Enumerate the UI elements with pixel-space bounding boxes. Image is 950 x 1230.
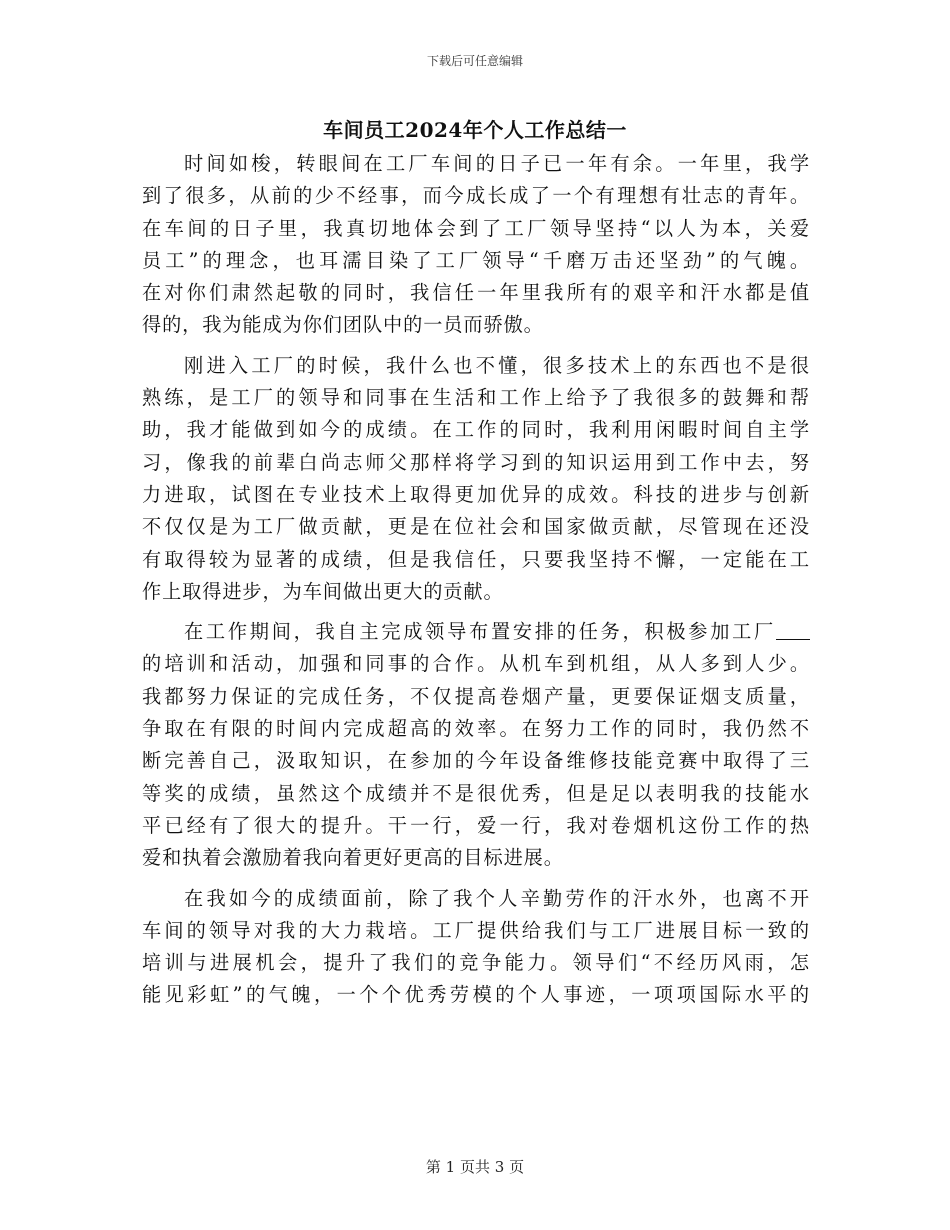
fill-in-blank (776, 621, 810, 640)
text-line: 到了很多，从前的少不经事，而今成长成了一个有理想有壮志的青年。 (142, 184, 810, 208)
text-line: 有取得较为显著的成绩，但是我信任，只要我坚持不懈，一定能在工 (142, 547, 810, 571)
text-line: 在我如今的成绩面前，除了我个人辛勤劳作的汗水外，也离不开 (184, 886, 810, 910)
text-line: 时间如梭，转眼间在工厂车间的日子已一年有余。一年里，我学 (184, 152, 810, 175)
text-line: 在工作期间，我自主完成领导布置安排的任务，积极参加工厂 (184, 620, 776, 644)
text-line: 习，像我的前辈白尚志师父那样将学习到的知识运用到工作中去，努 (142, 450, 810, 474)
text-line: 得的，我为能成为你们团队中的一员而骄傲。 (142, 313, 544, 337)
text-line: 的培训和活动，加强和同事的合作。从机车到机组，从人多到人少。 (142, 652, 810, 676)
text-line: 培训与进展机会，提升了我们的竞争能力。领导们“不经历风雨，怎 (142, 951, 810, 975)
text-line: 断完善自己，汲取知识，在参加的今年设备维修技能竞赛中取得了三 (142, 749, 810, 773)
page-header: 下载后可任意编辑 (426, 54, 523, 68)
text-line: 员工”的理念，也耳濡目染了工厂领导“千磨万击还坚劲”的气魄。 (142, 248, 810, 272)
text-line: 我都努力保证的完成任务，不仅提高卷烟产量，更要保证烟支质量， (142, 684, 810, 708)
text-line: 在对你们肃然起敬的同时，我信任一年里我所有的艰辛和汗水都是值 (142, 281, 810, 305)
text-line: 在车间的日子里，我真切地体会到了工厂领导坚持“以人为本，关爱 (142, 216, 810, 240)
text-line: 等奖的成绩，虽然这个成绩并不是很优秀，但是足以表明我的技能水 (142, 781, 810, 805)
text-line: 熟练，是工厂的领导和同事在生活和工作上给予了我很多的鼓舞和帮 (142, 386, 810, 410)
text-line: 刚进入工厂的时候，我什么也不懂，很多技术上的东西也不是很 (184, 353, 810, 377)
paragraph-2 (142, 350, 810, 608)
text-line: 车间的领导对我的大力栽培。工厂提供给我们与工厂进展目标一致的 (142, 918, 810, 942)
text-line: 不仅仅是为工厂做贡献，更是在位社会和国家做贡献，尽管现在还没 (142, 515, 810, 539)
text-line: 平已经有了很大的提升。干一行，爱一行，我对卷烟机这份工作的热 (142, 813, 810, 837)
document-title: 车间员工2024年个人工作总结一 (323, 118, 627, 142)
text-line: 能见彩虹”的气魄，一个个优秀劳模的个人事迹，一项项国际水平的 (142, 983, 810, 1007)
paragraph-4 (142, 883, 810, 1012)
text-line: 作上取得进步，为车间做出更大的贡献。 (142, 579, 504, 603)
text-line: 力进取，试图在专业技术上取得更加优异的成效。科技的进步与创新 (142, 482, 810, 506)
text-line: 爱和执着会激励着我向着更好更高的目标进展。 (142, 846, 564, 870)
text-line-with-blank (142, 616, 810, 648)
page-footer: 第 1 页共 3 页 (425, 1158, 525, 1176)
paragraph-1 (142, 148, 810, 342)
text-line: 助，我才能做到如今的成绩。在工作的同时，我利用闲暇时间自主学 (142, 418, 810, 442)
document-body (142, 148, 810, 1012)
text-line: 争取在有限的时间内完成超高的效率。在努力工作的同时，我仍然不 (142, 717, 810, 741)
paragraph-3 (142, 616, 810, 874)
